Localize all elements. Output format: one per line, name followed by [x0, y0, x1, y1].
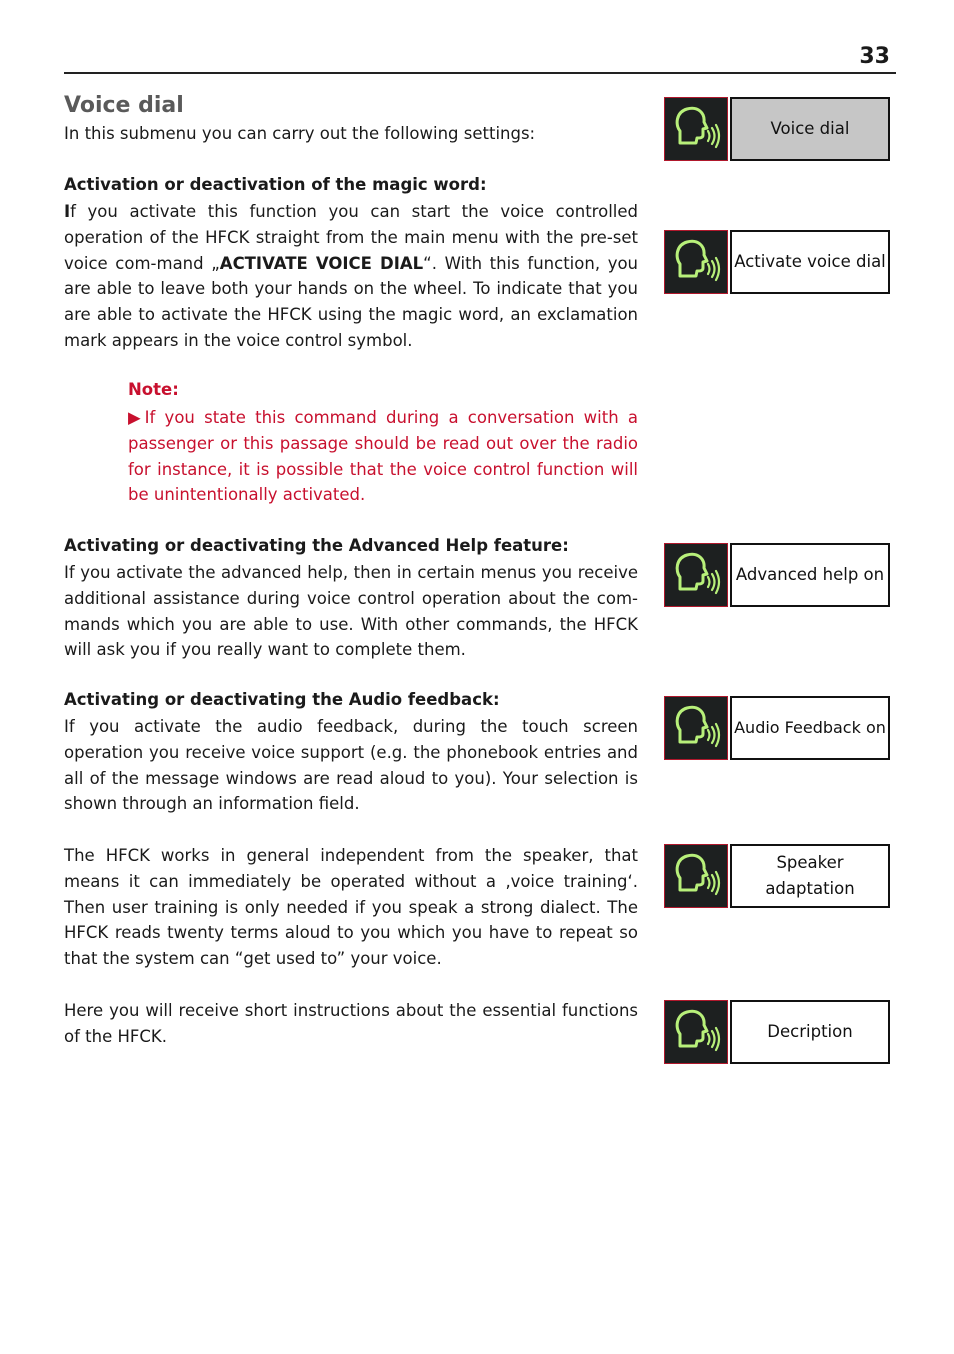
voice-head-icon [664, 844, 728, 908]
widget-voice-dial[interactable] [664, 97, 890, 161]
magic-word-text-1: f you activate this function you can start the voice controlled operation of the HFCK straight from the main menu with the pre-set voice com-mand „ [64, 202, 638, 273]
magic-word-text-2: “. With this function, you are able to leave both your hands on the wheel. To indicate that you are able to activate the HFCK using the magic word, an exclamation mark appears in the voice control symbol. [64, 253, 639, 350]
audio-feedback-button[interactable]: Audio Feedback on [730, 696, 890, 760]
voice-head-icon [664, 97, 728, 161]
header-rule [64, 72, 896, 74]
magic-word-lead: I [64, 202, 71, 221]
page-number: 33 [859, 44, 890, 69]
widget-activate-voice-dial[interactable] [664, 230, 890, 294]
voice-head-icon [664, 230, 728, 294]
widget-audio-feedback[interactable] [664, 696, 890, 760]
widget-description[interactable] [664, 1000, 890, 1064]
audio-feedback-text: If you activate the audio feedback, during the touch screen operation you receive voice support (e.g. the phonebook entries and all of the message windows are read aloud to you). Your selection is shown through an information field. [64, 717, 638, 814]
speaker-adaptation-button[interactable]: Speaker adaptation [730, 844, 890, 908]
magic-word-command: ACTIVATE VOICE DIAL [219, 253, 424, 273]
voice-dial-button[interactable]: Voice dial [730, 97, 890, 161]
note-heading: Note: [128, 380, 179, 399]
speaker-text: The HFCK works in general independent from the speaker, that means it can immediately be operated without a ‚voice training‘. Then user training is only needed if you speak a strong dialect. The HFCK reads twenty terms aloud to you which you have to repeat so that the system can “get used to” your voice. [64, 846, 638, 969]
note-text: ▶If you state this command during a conversation with a passenger or this passage should be read out over the radio for instance, it is possible that the voice control function will be unintentionally activated. [128, 408, 638, 505]
description-text: Here you will receive short instructions about the essential functions of the HFCK. [64, 1001, 638, 1046]
widget-advanced-help[interactable] [664, 543, 890, 607]
advanced-help-text: If you activate the advanced help, then in certain menus you receive additional assistance during voice control operation about the com-mands which you are able to use. With other commands, the HFCK will ask you if you really want to complete them. [64, 563, 638, 660]
widget-speaker-adaptation[interactable] [664, 844, 890, 908]
advanced-help-button[interactable]: Advanced help on [730, 543, 890, 607]
voice-head-icon [664, 1000, 728, 1064]
description-button[interactable]: Decription [730, 1000, 890, 1064]
page-title: Voice dial [64, 93, 184, 118]
voice-head-icon [664, 543, 728, 607]
audio-feedback-heading: Activating or deactivating the Audio feedback: [64, 690, 500, 709]
magic-word-text [64, 199, 638, 354]
intro-text: In this submenu you can carry out the following settings: [64, 124, 536, 143]
activate-voice-dial-button[interactable]: Activate voice dial [730, 230, 890, 294]
voice-head-icon [664, 696, 728, 760]
advanced-help-heading: Activating or deactivating the Advanced Help feature: [64, 536, 569, 555]
magic-word-heading: Activation or deactivation of the magic word: [64, 175, 487, 194]
